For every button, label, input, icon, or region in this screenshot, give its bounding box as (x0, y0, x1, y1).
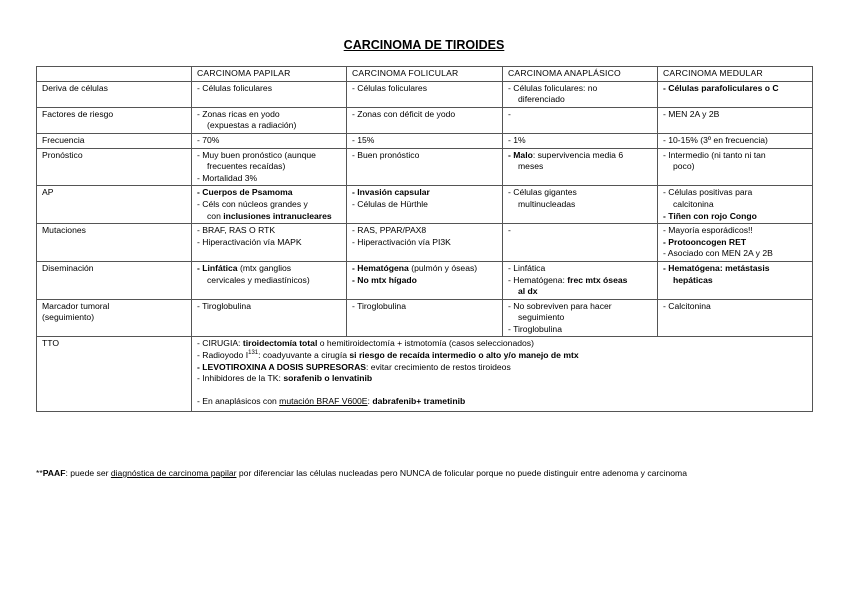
cell-diseminacion-medular (658, 261, 813, 299)
cell-text: - Radioyodo I (197, 350, 249, 361)
table-row (37, 224, 813, 262)
cell-text: - Hematógena: (508, 274, 568, 285)
footnote-bold: PAAF (42, 468, 66, 478)
cell-bold-text: - Malo (508, 149, 533, 160)
cell-marcador-anaplasico (503, 299, 658, 337)
cell-factores-medular: - MEN 2A y 2B (658, 107, 813, 133)
table-row (37, 299, 813, 337)
cell-tto (192, 337, 813, 412)
cell-bold-text: - Hematógena (663, 262, 720, 273)
tto-line (197, 338, 808, 350)
footnote-marker: ** (36, 468, 43, 478)
table-row (37, 107, 813, 133)
cell-pronostico-anaplasico (503, 148, 658, 186)
cell-mutaciones-papilar (192, 224, 347, 262)
cell-bold-text: dabrafenib+ trametinib (372, 395, 466, 406)
cell-bold-text: frec mtx óseas (567, 274, 628, 285)
header-cell-folicular: CARCINOMA FOLICULAR (347, 67, 503, 82)
table-row (37, 148, 813, 186)
cell-frecuencia-anaplasico: - 1% (503, 133, 658, 148)
cell-line: - Mayoría esporádicos!! (663, 225, 753, 236)
cell-text: - En anaplásicos con (197, 395, 280, 406)
tto-line (197, 350, 808, 362)
cell-line (197, 263, 342, 275)
cell-line: hepáticas (673, 274, 713, 285)
cell-line: - Hiperactivación vía PI3K (352, 236, 451, 247)
cell-line: (seguimiento) (42, 312, 95, 323)
cell-frecuencia-medular: - 10-15% (3º en frecuencia) (658, 133, 813, 148)
cell-line: frecuentes recaídas) (207, 161, 286, 172)
cell-diseminacion-papilar (192, 261, 347, 299)
cell-text: o hemitiroidectomía + istmotomía (casos seleccionados) (317, 338, 534, 349)
row-label-tto: TTO (37, 337, 192, 412)
cell-deriva-papilar: - Células foliculares (192, 81, 347, 107)
tto-line (197, 362, 808, 374)
table-row (37, 81, 813, 107)
table-row (37, 133, 813, 148)
page-title: CARCINOMA DE TIROIDES (343, 38, 505, 52)
cell-pronostico-papilar (192, 148, 347, 186)
cell-text: : supervivencia media 6 (532, 149, 624, 160)
cell-mutaciones-medular (658, 224, 813, 262)
cell-line: - Intermedio (ni tanto ni tan (663, 149, 766, 160)
spacer (197, 385, 808, 396)
row-label-marcador (37, 299, 192, 337)
cell-underlined-text: mutación BRAF V600E (279, 395, 368, 406)
cell-pronostico-medular (658, 148, 813, 186)
cell-bold-text: - Tiñen con (663, 210, 712, 221)
cell-line: - Invasión capsular (352, 187, 430, 198)
table-header-row (37, 67, 813, 82)
row-label-ap: AP (37, 186, 192, 224)
header-cell-papilar: CARCINOMA PAPILAR (192, 67, 347, 82)
row-label-deriva: Deriva de células (37, 81, 192, 107)
cell-text: - CIRUGIA: (197, 338, 243, 349)
cell-bold-text: : metástasis (719, 262, 770, 273)
cell-line (663, 211, 808, 223)
cell-text: con (207, 210, 224, 221)
cell-line: - Cuerpos de Psamoma (197, 187, 293, 198)
cell-line: - Células foliculares: no (508, 82, 598, 93)
cell-line: - Muy buen pronóstico (aunque (197, 149, 316, 160)
cell-frecuencia-papilar: - 70% (192, 133, 347, 148)
cell-bold-text: - Hematógena (352, 262, 409, 273)
cell-line: - Tiroglobulina (508, 323, 562, 334)
table-row (37, 186, 813, 224)
cell-factores-folicular: - Zonas con déficit de yodo (347, 107, 503, 133)
cell-line: (expuestas a radiación) (207, 120, 297, 131)
cell-line (663, 263, 808, 275)
cell-frecuencia-folicular: - 15% (347, 133, 503, 148)
footnote-underlined: diagnóstica de carcinoma papilar (110, 468, 237, 478)
cell-line: - Células positivas para (663, 187, 753, 198)
cell-deriva-folicular: - Células foliculares (347, 81, 503, 107)
cell-text: (pulmón y óseas) (408, 262, 478, 273)
cell-ap-medular (658, 186, 813, 224)
cell-bold-text: rojo Congo (711, 210, 757, 221)
cell-superscript: 131 (248, 350, 259, 357)
row-label-diseminacion: Diseminación (37, 261, 192, 299)
cell-text: - Inhibidores de la TK: (197, 373, 284, 384)
footnote-text: : puede ser (65, 468, 111, 478)
cell-line: - Células parafoliculares o C (663, 82, 779, 93)
header-cell-empty (37, 67, 192, 82)
cell-line: - Asociado con MEN 2A y 2B (663, 248, 773, 259)
thyroid-carcinoma-table (36, 66, 813, 412)
cell-factores-anaplasico: - (503, 107, 658, 133)
cell-line: - Céls con núcleos grandes y (197, 198, 308, 209)
cell-line: - Protooncogen RET (663, 236, 747, 247)
cell-mutaciones-anaplasico: - (503, 224, 658, 262)
cell-line: - Linfática (508, 262, 546, 273)
cell-bold-text: sorafenib o lenvatinib (283, 373, 373, 384)
cell-deriva-medular (658, 81, 813, 107)
cell-line: seguimiento (518, 312, 565, 323)
cell-marcador-papilar: - Tiroglobulina (192, 299, 347, 337)
cell-line: meses (518, 161, 544, 172)
cell-line: Marcador tumoral (42, 300, 110, 311)
header-cell-anaplasico: CARCINOMA ANAPLÁSICO (503, 67, 658, 82)
cell-line: - Hiperactivación vía MAPK (197, 236, 302, 247)
row-label-pronostico: Pronóstico (37, 148, 192, 186)
cell-line: - BRAF, RAS O RTK (197, 225, 276, 236)
cell-deriva-anaplasico (503, 81, 658, 107)
cell-line: diferenciado (518, 94, 565, 105)
cell-bold-text: si riesgo de recaída intermedio o alto y/o manejo de mtx (349, 350, 579, 361)
cell-mutaciones-folicular (347, 224, 503, 262)
cell-line: - No sobreviven para hacer (508, 300, 612, 311)
cell-line: - Células de Hürthle (352, 198, 428, 209)
tto-line (197, 396, 808, 408)
header-cell-medular: CARCINOMA MEDULAR (658, 67, 813, 82)
cell-bold-text: - LEVOTIROXINA A DOSIS SUPRESORAS (197, 361, 367, 372)
cell-line: - Células gigantes (508, 187, 577, 198)
cell-ap-papilar (192, 186, 347, 224)
cell-line: - Mortalidad 3% (197, 172, 258, 183)
cell-line: calcitonina (673, 198, 714, 209)
table-row (37, 261, 813, 299)
cell-line: - Zonas ricas en yodo (197, 108, 280, 119)
cell-factores-papilar (192, 107, 347, 133)
footnote-text: por diferenciar las células nucleadas pero NUNCA de folicular porque no puede distinguir entre adenoma y carcinoma (236, 468, 687, 478)
row-label-frecuencia: Frecuencia (37, 133, 192, 148)
cell-diseminacion-folicular (347, 261, 503, 299)
cell-line: cervicales y mediastínicos) (207, 274, 310, 285)
cell-line (508, 275, 653, 287)
cell-line (197, 211, 342, 223)
row-label-mutaciones: Mutaciones (37, 224, 192, 262)
table-row (37, 337, 813, 412)
cell-ap-folicular (347, 186, 503, 224)
cell-line (508, 150, 653, 162)
cell-line: - No mtx hígado (352, 274, 417, 285)
cell-text: : coadyuvante a cirugía (258, 350, 350, 361)
cell-line: al dx (518, 286, 538, 297)
cell-text: : evitar crecimiento de restos tiroideos (366, 361, 511, 372)
footnote (36, 468, 826, 479)
cell-line: poco) (673, 161, 695, 172)
cell-pronostico-folicular: - Buen pronóstico (347, 148, 503, 186)
cell-line: - RAS, PPAR/PAX8 (352, 225, 427, 236)
cell-marcador-folicular: - Tiroglobulina (347, 299, 503, 337)
cell-bold-text: tiroidectomía total (242, 338, 318, 349)
tto-line (197, 373, 808, 385)
cell-line: multinucleadas (518, 198, 576, 209)
cell-diseminacion-anaplasico (503, 261, 658, 299)
cell-ap-anaplasico (503, 186, 658, 224)
cell-text: : (367, 395, 373, 406)
cell-bold-text: - Linfática (197, 262, 238, 273)
row-label-factores: Factores de riesgo (37, 107, 192, 133)
cell-line (352, 263, 498, 275)
cell-marcador-medular: - Calcitonina (658, 299, 813, 337)
cell-text: (mtx ganglios (237, 262, 292, 273)
cell-bold-text: inclusiones intranucleares (223, 210, 332, 221)
